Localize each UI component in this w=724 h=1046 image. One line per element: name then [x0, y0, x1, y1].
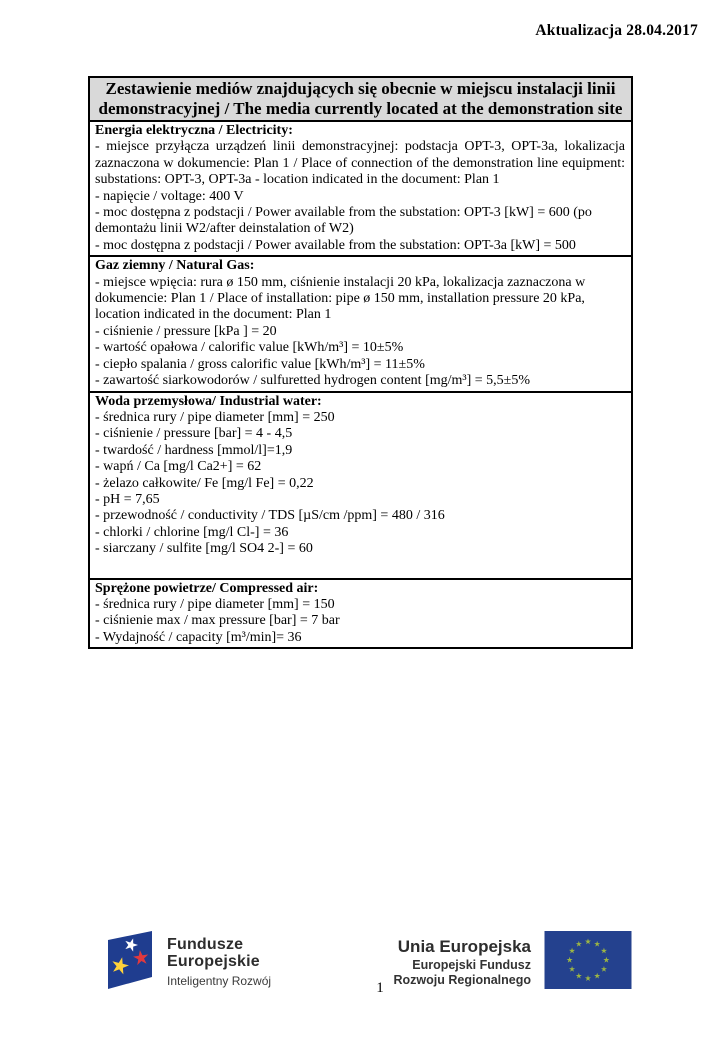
- spec-line: - twardość / hardness [mmol/l]=1,9: [95, 442, 293, 458]
- spec-line: - przewodność / conductivity / TDS [µS/cm /ppm] = 480 / 316: [95, 508, 445, 524]
- eu-logo-title: Unia Europejska: [397, 937, 531, 956]
- section-header: Sprężone powietrze/ Compressed air:: [95, 580, 319, 596]
- spec-line: - ciepło spalania / gross calorific value [kWh/m³] = 11±5%: [95, 356, 425, 372]
- spec-line: - wapń / Ca [mg/l Ca2+] = 62: [95, 459, 262, 475]
- spec-line: - ciśnienie / pressure [bar] = 4 - 4,5: [95, 426, 293, 442]
- section-industrial-water: [90, 391, 631, 578]
- spec-line: - pH = 7,65: [95, 491, 160, 507]
- eu-logo-subtitle-line1: Europejski Fundusz: [412, 958, 531, 972]
- spec-line: - średnica rury / pipe diameter [mm] = 250: [95, 409, 335, 425]
- media-table: [88, 76, 633, 649]
- section-header: Gaz ziemny / Natural Gas:: [95, 258, 255, 274]
- table-title: Zestawienie mediów znajdujących się obecnie w miejscu instalacji linii demonstracyjnej / The media currently located at the demonstration site: [90, 78, 631, 122]
- spec-line: - chlorki / chlorine [mg/l Cl-] = 36: [95, 524, 289, 540]
- spec-line: - ciśnienie / pressure [kPa ] = 20: [95, 323, 277, 339]
- section-natural-gas: [90, 255, 631, 390]
- fe-logo-subtitle: Inteligentny Rozwój: [167, 973, 272, 988]
- section-header: Energia elektryczna / Electricity:: [95, 123, 293, 138]
- spec-line: - napięcie / voltage: 400 V: [95, 188, 244, 204]
- eu-logo-subtitle-line2: Rozwoju Regionalnego: [393, 973, 531, 987]
- spec-line: - żelazo całkowite/ Fe [mg/l Fe] = 0,22: [95, 475, 314, 491]
- spec-line: - zawartość siarkowodorów / sulfuretted hydrogen content [mg/m³] = 5,5±5%: [95, 373, 530, 389]
- update-note: Aktualizacja 28.04.2017: [535, 22, 698, 39]
- spec-line: - moc dostępna z podstacji / Power available from the substation: OPT-3 [kW] = 600 (po demontażu linii W2/after deinstalation of W2): [95, 205, 592, 237]
- section-electricity: [90, 122, 631, 255]
- spec-line: - ciśnienie max / max pressure [bar] = 7 bar: [95, 613, 340, 629]
- spec-line: - wartość opałowa / calorific value [kWh/m³] = 10±5%: [95, 340, 404, 356]
- spec-line: - miejsce wpięcia: rura ø 150 mm, ciśnienie instalacji 20 kPa, lokalizacja zaznaczona w dokumencie: Plan 1 / Place of installation: pipe ø 150 mm, installation pressure 20 kPa, location indicated in the document: Plan 1: [95, 274, 586, 323]
- spec-line: - moc dostępna z podstacji / Power available from the substation: OPT-3a [kW] = 500: [95, 237, 576, 253]
- spec-line: - Wydajność / capacity [m³/min]= 36: [95, 629, 302, 645]
- spec-line: - miejsce przyłącza urządzeń linii demonstracyjnej: podstacja OPT-3, OPT-3a, lokalizacja zaznaczona w dokumencie: Plan 1 / Place of connection of the demonstration line equipment: substations: OPT-3, OPT-3a - location indicated in the document: Plan 1: [95, 139, 625, 188]
- spec-line: - siarczany / sulfite [mg/l SO4 2-] = 60: [95, 541, 313, 557]
- section-compressed-air: [90, 578, 631, 648]
- fe-logo-title-line1: Fundusze: [167, 935, 244, 953]
- spec-line: - średnica rury / pipe diameter [mm] = 150: [95, 596, 335, 612]
- fe-logo-title-line2: Europejskie: [167, 953, 260, 970]
- page-number: 1: [376, 980, 384, 996]
- section-header: Woda przemysłowa/ Industrial water:: [95, 393, 322, 409]
